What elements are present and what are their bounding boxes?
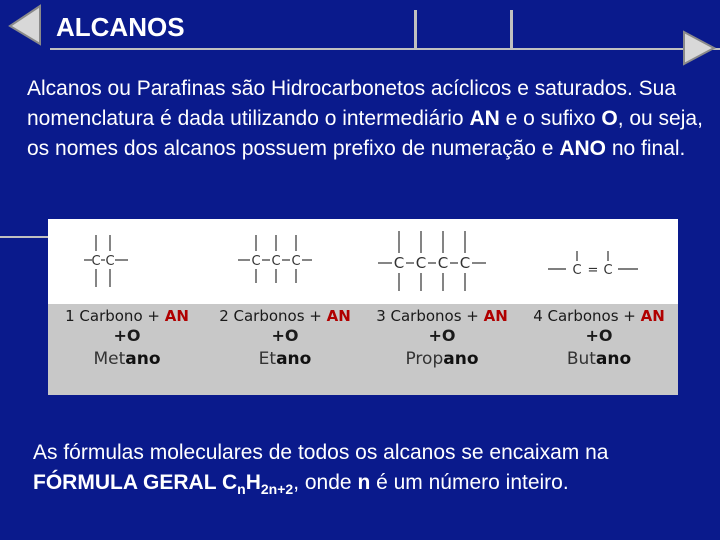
carbon-label-ethane-3: C bbox=[291, 254, 301, 269]
caption-suffix: +O bbox=[271, 326, 299, 345]
structure-caption-1 bbox=[48, 306, 206, 372]
structure-caption-2 bbox=[206, 306, 364, 372]
footer-formula-label: FÓRMULA GERAL C bbox=[33, 471, 238, 494]
carbon-label-ethane-2: C bbox=[271, 254, 281, 269]
footer-subscript-2n2: 2n+2 bbox=[260, 481, 294, 498]
decorative-line bbox=[0, 236, 48, 238]
double-bond-label: = bbox=[587, 263, 599, 278]
caption-an: AN bbox=[326, 307, 351, 325]
carbon-label-butane-2: C bbox=[603, 263, 613, 278]
caption-an: AN bbox=[483, 307, 508, 325]
name-prefix: Et bbox=[258, 349, 277, 369]
intro-bold-an: AN bbox=[469, 107, 500, 130]
caption-suffix: +O bbox=[585, 326, 613, 345]
intro-paragraph bbox=[27, 74, 707, 164]
carbon-label-ethane-1: C bbox=[251, 254, 261, 269]
footer-text-3: é um número inteiro. bbox=[370, 471, 569, 494]
caption-count: 3 Carbonos + bbox=[376, 307, 484, 325]
footer-formula-h: H bbox=[245, 471, 261, 494]
caption-suffix: +O bbox=[113, 326, 141, 345]
intro-text-2: e o sufixo bbox=[499, 107, 602, 130]
carbon-label-propane-1: C bbox=[393, 254, 405, 272]
title-divider-2 bbox=[510, 10, 513, 48]
left-arrow-icon bbox=[10, 6, 40, 44]
name-suffix: ano bbox=[595, 349, 632, 369]
caption-count: 1 Carbono + bbox=[65, 307, 165, 325]
name-suffix: ano bbox=[276, 349, 312, 369]
name-prefix: Met bbox=[93, 349, 126, 369]
intro-bold-ano: ANO bbox=[559, 137, 606, 160]
previous-slide-button[interactable] bbox=[0, 0, 48, 48]
name-suffix: ano bbox=[443, 349, 479, 369]
carbon-label-propane-2: C bbox=[415, 254, 427, 272]
page-title: ALCANOS bbox=[56, 12, 185, 42]
carbon-label-propane-4: C bbox=[459, 254, 471, 272]
name-prefix: But bbox=[566, 349, 596, 369]
intro-text-3: , ou seja, os nomes dos alcanos possuem prefixo de numeração e bbox=[27, 107, 703, 160]
carbon-label-methane: C bbox=[91, 254, 101, 269]
carbon-label-methane-2: C bbox=[105, 254, 115, 269]
intro-text-4: no final. bbox=[605, 137, 686, 160]
intro-bold-o: O bbox=[601, 107, 618, 130]
carbon-label-propane-3: C bbox=[437, 254, 449, 272]
footer-text-1: As fórmulas moleculares de todos os alcanos se encaixam na bbox=[33, 441, 609, 464]
caption-count: 2 Carbonos + bbox=[219, 307, 327, 325]
name-prefix: Prop bbox=[405, 349, 444, 369]
intro-text-1: Alcanos ou Parafinas são Hidrocarbonetos acíclicos e saturados. Sua nomenclatura é dada utilizando o intermediário bbox=[27, 77, 677, 130]
structure-caption-4 bbox=[520, 306, 678, 372]
right-arrow-icon bbox=[684, 32, 714, 64]
footer-subscript-n: n bbox=[237, 481, 246, 498]
structural-formulas bbox=[48, 219, 678, 304]
next-slide-button[interactable] bbox=[680, 28, 720, 68]
structure-caption-3 bbox=[363, 306, 521, 372]
caption-an: AN bbox=[640, 307, 665, 325]
caption-count: 4 Carbonos + bbox=[533, 307, 641, 325]
footer-text-2: , onde bbox=[293, 471, 358, 494]
caption-suffix: +O bbox=[428, 326, 456, 345]
title-divider-1 bbox=[414, 10, 417, 48]
footer-paragraph bbox=[33, 438, 713, 504]
footer-bold-n: n bbox=[357, 471, 371, 494]
carbon-label-butane-1: C bbox=[572, 263, 582, 278]
caption-an: AN bbox=[164, 307, 189, 325]
name-suffix: ano bbox=[125, 349, 161, 369]
